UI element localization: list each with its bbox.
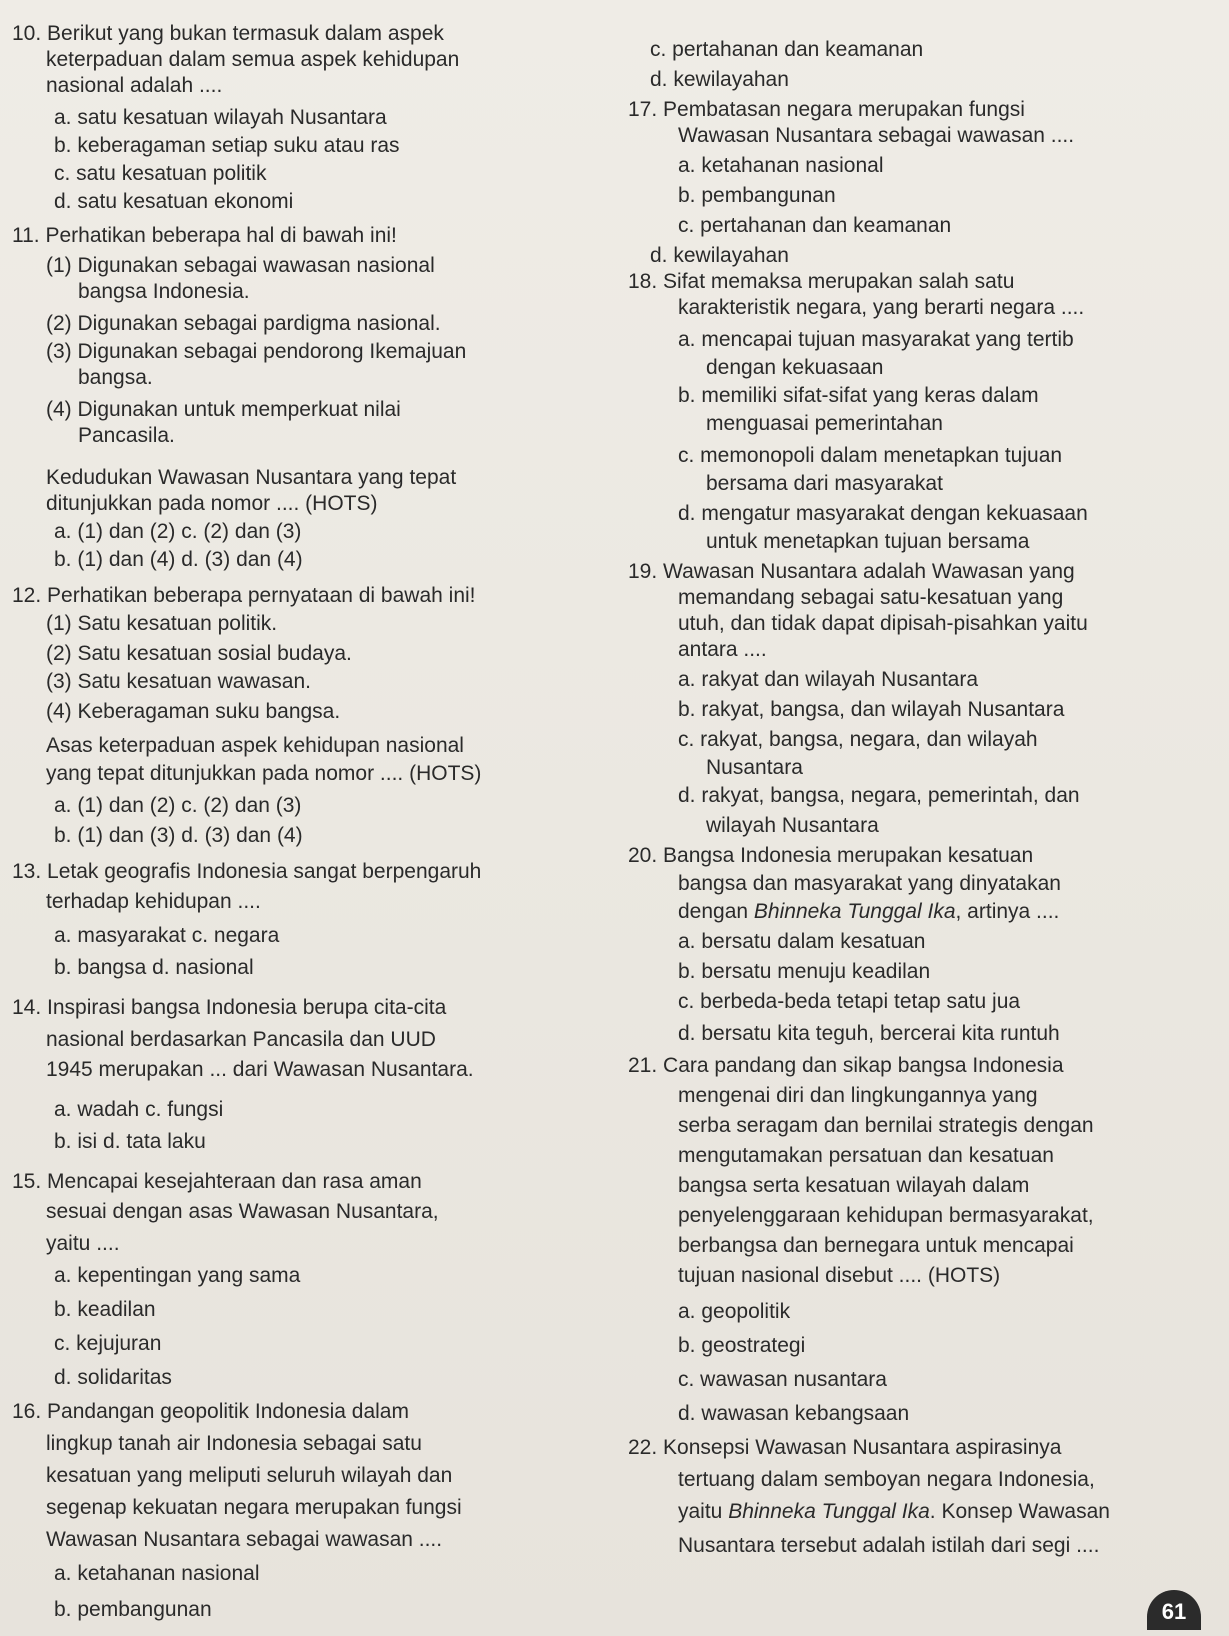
text-line: 10. Berikut yang bukan termasuk dalam aspek	[12, 22, 444, 45]
text-line: (3) Satu kesatuan wawasan.	[46, 670, 311, 693]
text-line: ditunjukkan pada nomor .... (HOTS)	[46, 492, 378, 515]
text-line: karakteristik negara, yang berarti negara ....	[678, 296, 1085, 319]
text-line: utuh, dan tidak dapat dipisah-pisahkan yaitu	[678, 612, 1088, 635]
text-line: Pancasila.	[78, 424, 175, 447]
text-line: (2) Digunakan sebagai pardigma nasional.	[46, 312, 441, 335]
text-line: 11. Perhatikan beberapa hal di bawah ini!	[12, 224, 397, 247]
text-line: sesuai dengan asas Wawasan Nusantara,	[46, 1200, 439, 1223]
text-line: 21. Cara pandang dan sikap bangsa Indonesia	[628, 1054, 1064, 1077]
text-line: serba seragam dan bernilai strategis dengan	[678, 1114, 1094, 1137]
text-line: c. berbeda-beda tetapi tetap satu jua	[678, 990, 1021, 1013]
text-line: d. mengatur masyarakat dengan kekuasaan	[678, 502, 1088, 525]
text-line: b. isi d. tata laku	[54, 1130, 206, 1153]
text-line: c. satu kesatuan politik	[54, 162, 267, 185]
text-line: keterpaduan dalam semua aspek kehidupan	[46, 48, 460, 71]
text-line: a. satu kesatuan wilayah Nusantara	[54, 106, 387, 129]
text-line: wilayah Nusantara	[706, 814, 879, 837]
text-line: b. memiliki sifat-sifat yang keras dalam	[678, 384, 1039, 407]
text-line: 20. Bangsa Indonesia merupakan kesatuan	[628, 844, 1034, 867]
text-line: 17. Pembatasan negara merupakan fungsi	[628, 98, 1025, 121]
text-line: segenap kekuatan negara merupakan fungsi	[46, 1496, 462, 1519]
text-line: nasional adalah ....	[46, 74, 223, 97]
text-line: b. bersatu menuju keadilan	[678, 960, 931, 983]
text-line: c. rakyat, bangsa, negara, dan wilayah	[678, 728, 1038, 751]
text-line: tujuan nasional disebut .... (HOTS)	[678, 1264, 1001, 1287]
text-line: b. keadilan	[54, 1298, 156, 1321]
text-line: lingkup tanah air Indonesia sebagai satu	[46, 1432, 422, 1455]
text-line: a. masyarakat c. negara	[54, 924, 280, 947]
text-line: (1) Satu kesatuan politik.	[46, 612, 278, 635]
text-line: a. kepentingan yang sama	[54, 1264, 301, 1287]
text-line: Kedudukan Wawasan Nusantara yang tepat	[46, 466, 457, 489]
text-line: d. kewilayahan	[650, 68, 789, 91]
text-line: terhadap kehidupan ....	[46, 890, 261, 913]
text-line: b. keberagaman setiap suku atau ras	[54, 134, 400, 157]
text-line: b. (1) dan (3) d. (3) dan (4)	[54, 824, 303, 847]
text-line: kesatuan yang meliputi seluruh wilayah dan	[46, 1464, 453, 1487]
text-line: (3) Digunakan sebagai pendorong Ikemajuan	[46, 340, 467, 363]
text-line: bangsa.	[78, 366, 153, 389]
text-line: tertuang dalam semboyan negara Indonesia,	[678, 1468, 1095, 1491]
text-line: b. rakyat, bangsa, dan wilayah Nusantara	[678, 698, 1065, 721]
text-line: b. pembangunan	[678, 184, 836, 207]
text-line: Asas keterpaduan aspek kehidupan nasional	[46, 734, 464, 757]
text-line: d. satu kesatuan ekonomi	[54, 190, 294, 213]
text-line: d. solidaritas	[54, 1366, 172, 1389]
text-line: a. bersatu dalam kesatuan	[678, 930, 926, 953]
text-line: bersama dari masyarakat	[706, 472, 943, 495]
text-line: c. memonopoli dalam menetapkan tujuan	[678, 444, 1063, 467]
text-line: bangsa serta kesatuan wilayah dalam	[678, 1174, 1030, 1197]
text-line: b. geostrategi	[678, 1334, 806, 1357]
text-line: 16. Pandangan geopolitik Indonesia dalam	[12, 1400, 409, 1423]
text-line: untuk menetapkan tujuan bersama	[706, 530, 1030, 553]
text-line: d. kewilayahan	[650, 244, 789, 267]
text-line: Nusantara	[706, 756, 803, 779]
text-line: a. geopolitik	[678, 1300, 791, 1323]
text-line: c. pertahanan dan keamanan	[650, 38, 924, 61]
text-line: 18. Sifat memaksa merupakan salah satu	[628, 270, 1015, 293]
text-line: dengan kekuasaan	[706, 356, 884, 379]
text-line: 15. Mencapai kesejahteraan dan rasa aman	[12, 1170, 422, 1193]
page-number-badge: 61	[1147, 1590, 1201, 1630]
text-line: a. ketahanan nasional	[678, 154, 884, 177]
text-line: 12. Perhatikan beberapa pernyataan di bawah ini!	[12, 584, 476, 607]
text-line: yaitu ....	[46, 1232, 120, 1255]
text-line: menguasai pemerintahan	[706, 412, 943, 435]
text-line: nasional berdasarkan Pancasila dan UUD	[46, 1028, 436, 1051]
text-line: antara ....	[678, 638, 767, 661]
text-line: a. (1) dan (2) c. (2) dan (3)	[54, 794, 302, 817]
text-line: 13. Letak geografis Indonesia sangat berpengaruh	[12, 860, 482, 883]
text-line: bangsa Indonesia.	[78, 280, 250, 303]
text-line: berbangsa dan bernegara untuk mencapai	[678, 1234, 1074, 1257]
text-line: c. kejujuran	[54, 1332, 162, 1355]
text-line: yaitu Bhinneka Tunggal Ika. Konsep Wawasan	[678, 1500, 1110, 1523]
text-line: a. ketahanan nasional	[54, 1562, 260, 1585]
text-line: Wawasan Nusantara sebagai wawasan ....	[678, 124, 1075, 147]
text-line: mengutamakan persatuan dan kesatuan	[678, 1144, 1054, 1167]
text-line: b. (1) dan (4) d. (3) dan (4)	[54, 548, 303, 571]
text-line: (4) Digunakan untuk memperkuat nilai	[46, 398, 401, 421]
text-line: dengan Bhinneka Tunggal Ika, artinya ....	[678, 900, 1060, 923]
text-line: d. rakyat, bangsa, negara, pemerintah, dan	[678, 784, 1080, 807]
text-line: a. rakyat dan wilayah Nusantara	[678, 668, 978, 691]
text-line: (4) Keberagaman suku bangsa.	[46, 700, 341, 723]
text-line: (1) Digunakan sebagai wawasan nasional	[46, 254, 435, 277]
text-line: a. mencapai tujuan masyarakat yang tertib	[678, 328, 1074, 351]
text-line: 1945 merupakan ... dari Wawasan Nusantara.	[46, 1058, 474, 1081]
text-line: b. pembangunan	[54, 1598, 212, 1621]
text-line: yang tepat ditunjukkan pada nomor .... (HOTS)	[46, 762, 482, 785]
text-line: Wawasan Nusantara sebagai wawasan ....	[46, 1528, 443, 1551]
text-line: memandang sebagai satu-kesatuan yang	[678, 586, 1064, 609]
text-line: (2) Satu kesatuan sosial budaya.	[46, 642, 352, 665]
text-line: Nusantara tersebut adalah istilah dari segi ....	[678, 1534, 1100, 1557]
text-line: d. bersatu kita teguh, bercerai kita runtuh	[678, 1022, 1060, 1045]
text-line: penyelenggaraan kehidupan bermasyarakat,	[678, 1204, 1094, 1227]
text-line: c. wawasan nusantara	[678, 1368, 887, 1391]
text-line: bangsa dan masyarakat yang dinyatakan	[678, 872, 1061, 895]
text-line: a. (1) dan (2) c. (2) dan (3)	[54, 520, 302, 543]
text-line: c. pertahanan dan keamanan	[678, 214, 952, 237]
text-line: d. wawasan kebangsaan	[678, 1402, 910, 1425]
text-line: b. bangsa d. nasional	[54, 956, 254, 979]
text-line: 19. Wawasan Nusantara adalah Wawasan yang	[628, 560, 1075, 583]
text-line: 22. Konsepsi Wawasan Nusantara aspirasinya	[628, 1436, 1062, 1459]
text-line: mengenai diri dan lingkungannya yang	[678, 1084, 1038, 1107]
text-line: a. wadah c. fungsi	[54, 1098, 224, 1121]
text-line: 14. Inspirasi bangsa Indonesia berupa cita-cita	[12, 996, 447, 1019]
